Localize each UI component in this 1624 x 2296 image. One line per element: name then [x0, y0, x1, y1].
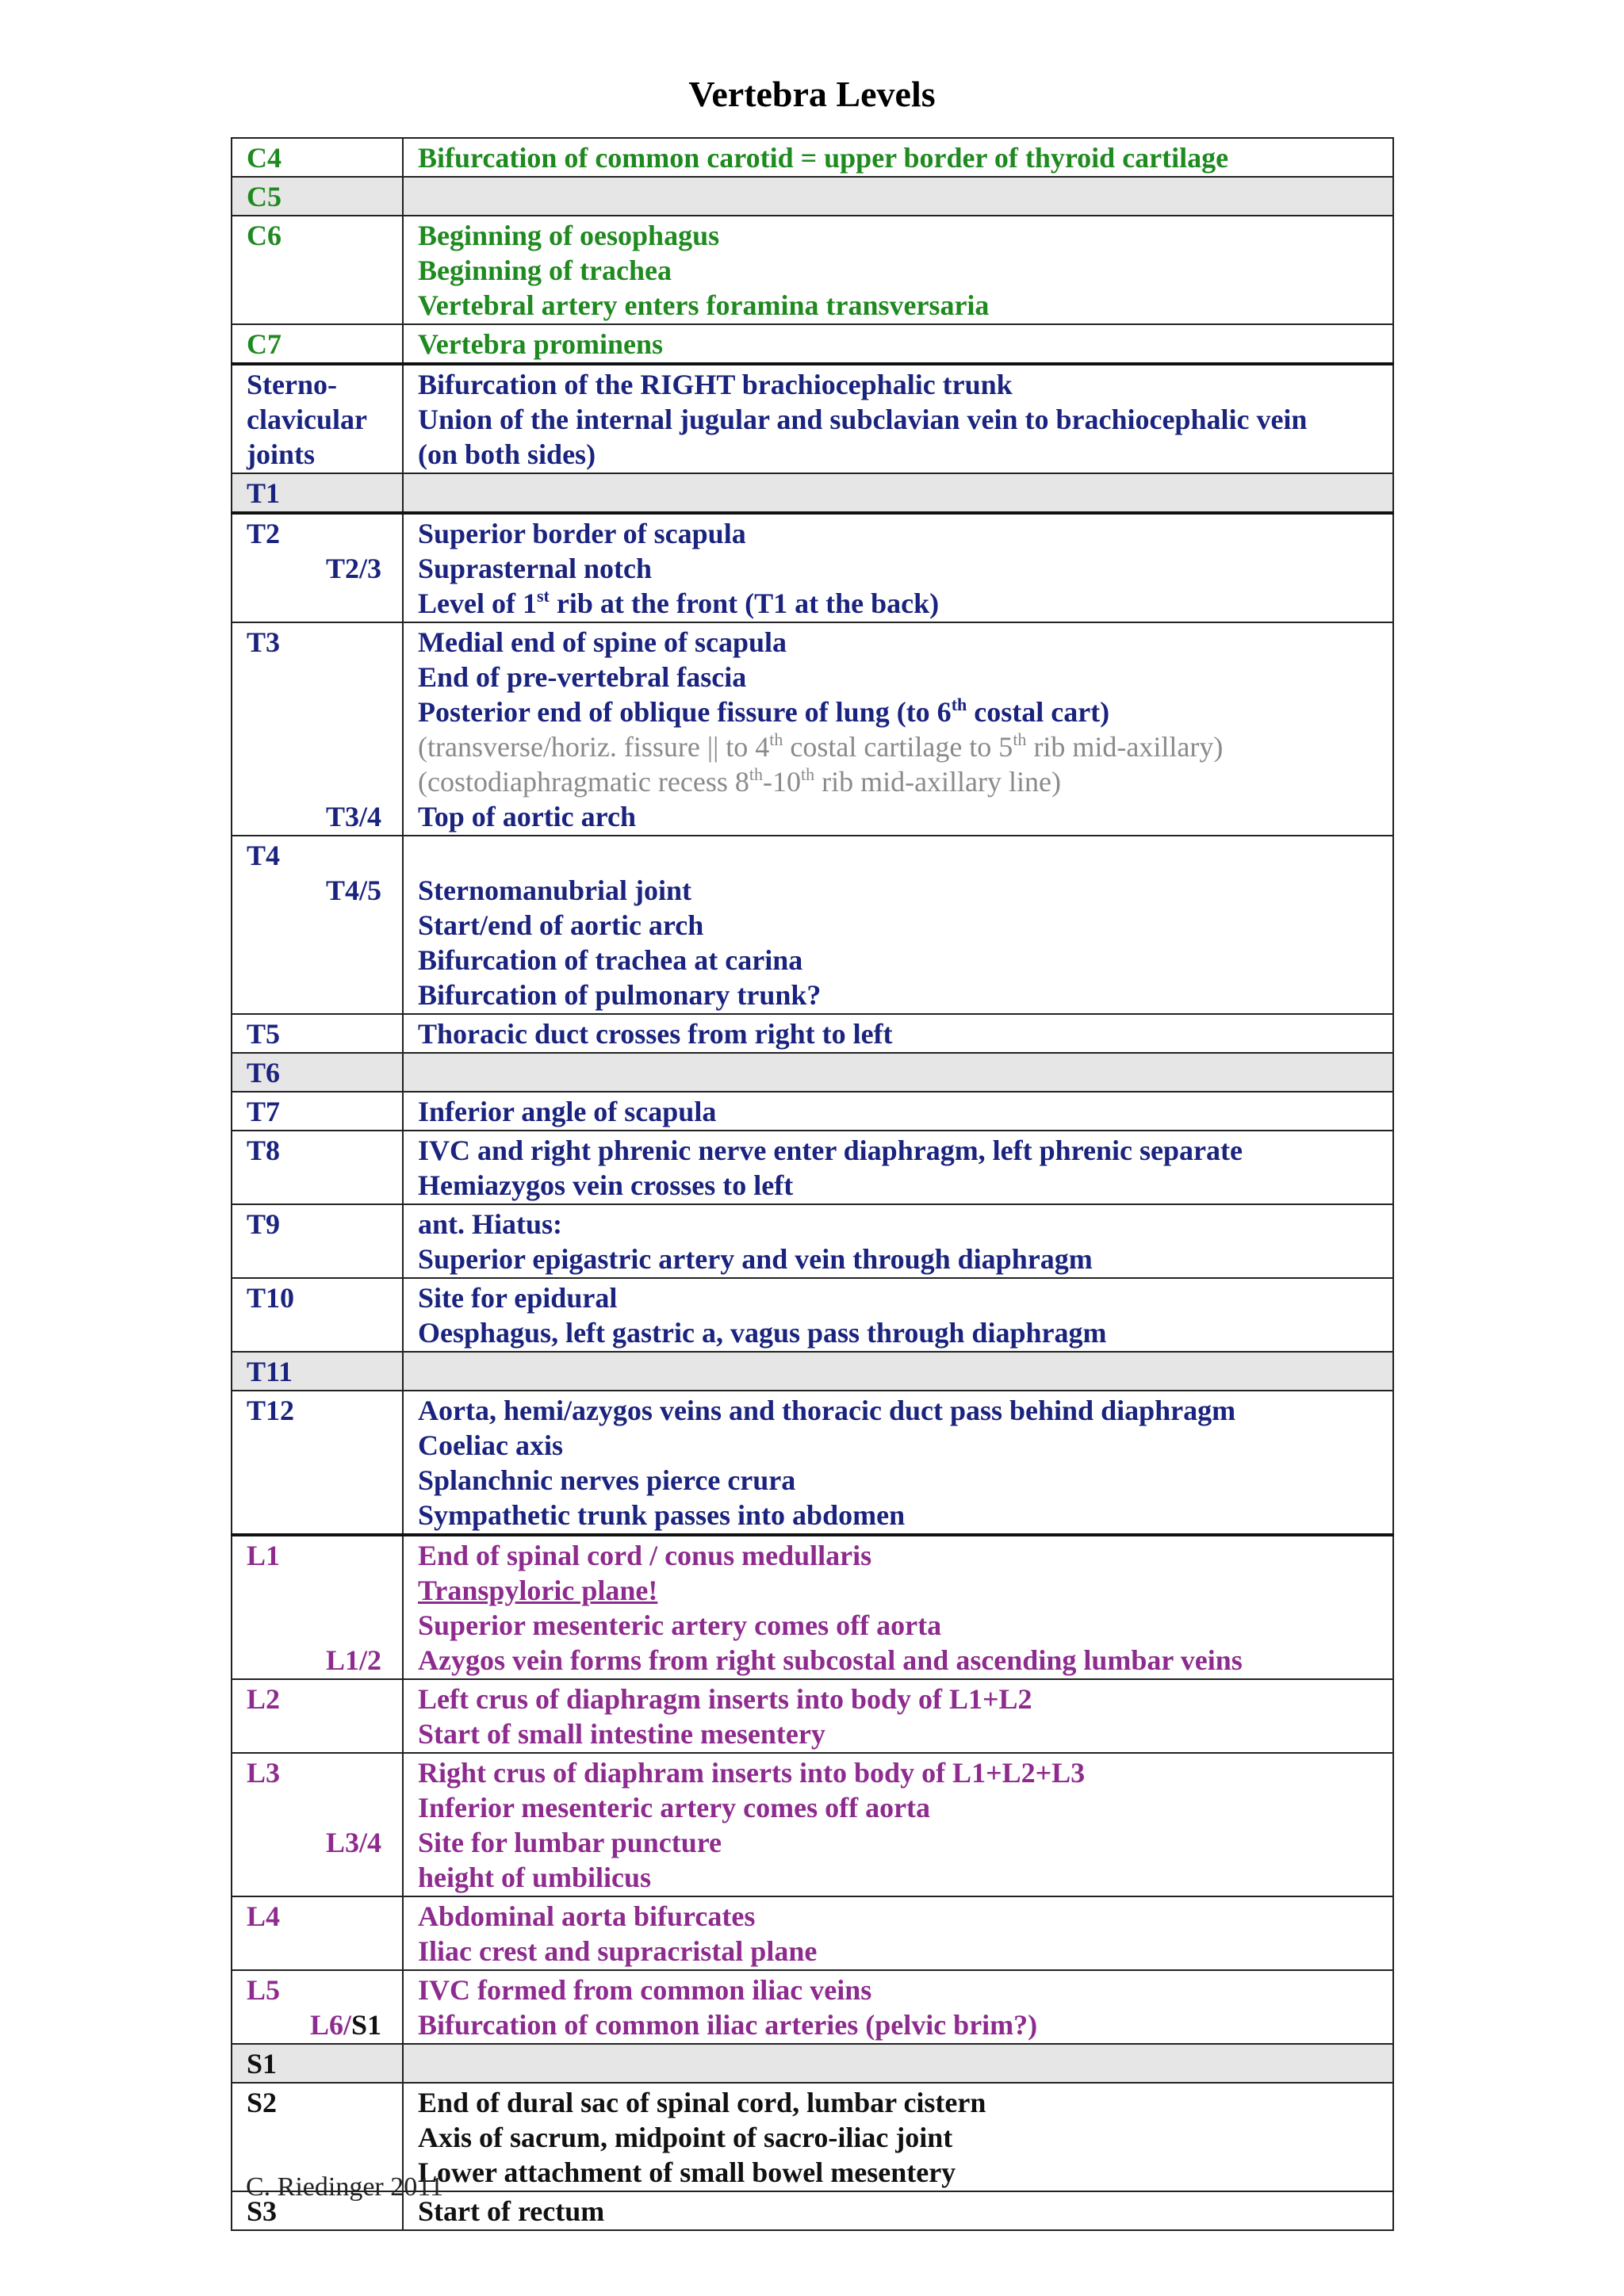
description-line: Site for lumbar puncture — [418, 1827, 722, 1858]
description-line: Splanchnic nerves pierce crura — [418, 1464, 796, 1496]
description-cell — [403, 1053, 1393, 1092]
description-cell — [403, 1131, 1393, 1204]
table-row — [232, 2044, 1393, 2083]
description-line: Inferior mesenteric artery comes off aorta — [418, 1792, 931, 1823]
level-label: L3 — [247, 1757, 281, 1789]
sublevel-label: L6/S1 — [309, 2009, 381, 2041]
level-cell — [232, 622, 403, 836]
description-line: Oesphagus, left gastric a, vagus pass through diaphragm — [418, 1317, 1107, 1349]
description-line: Abdominal aorta bifurcates — [418, 1900, 756, 1932]
description-line: Azygos vein forms from right subcostal and ascending lumbar veins — [418, 1644, 1243, 1676]
note-line: (transverse/horiz. fissure || to 4th costal cartilage to 5th rib mid-axillary) — [418, 729, 1224, 763]
level-cell: C6 — [232, 216, 403, 324]
description-line: Bifurcation of common iliac arteries (pelvic brim?) — [418, 2009, 1038, 2041]
description-line: Bifurcation of trachea at carina — [418, 944, 803, 976]
description-line: Right crus of diaphram inserts into body of L1+L2+L3 — [418, 1757, 1086, 1789]
description-line: Superior epigastric artery and vein through diaphragm — [418, 1243, 1093, 1275]
level-cell: T5 — [232, 1014, 403, 1053]
table-row — [232, 1679, 1393, 1753]
level-cell — [232, 513, 403, 622]
description-line: Bifurcation of pulmonary trunk? — [418, 979, 822, 1011]
level-cell: S2 — [232, 2083, 403, 2191]
level-cell — [232, 1970, 403, 2044]
level-cell: S1 — [232, 2044, 403, 2083]
table-row — [232, 473, 1393, 513]
description-line: Superior border of scapula — [418, 518, 746, 549]
description-line: ant. Hiatus: — [418, 1208, 563, 1240]
level-cell: L4 — [232, 1896, 403, 1970]
description-line: Left crus of diaphragm inserts into body of L1+L2 — [418, 1683, 1032, 1715]
sublevel-label: T2/3 — [325, 553, 381, 584]
level-label: T4 — [247, 840, 281, 871]
level-cell: L2 — [232, 1679, 403, 1753]
table-row — [232, 1092, 1393, 1131]
table-row — [232, 836, 1393, 1014]
level-label: Sterno- — [247, 369, 337, 400]
description-line: Bifurcation of common carotid = upper border of thyroid cartilage — [418, 142, 1229, 174]
description-line: Start/end of aortic arch — [418, 909, 704, 941]
description-line: Top of aortic arch — [418, 801, 636, 832]
description-cell — [403, 473, 1393, 513]
description-line: Medial end of spine of scapula — [418, 626, 787, 658]
sublevel-label: T3/4 — [325, 801, 381, 832]
description-cell — [403, 2083, 1393, 2191]
level-cell: S3 — [232, 2191, 403, 2230]
description-line: Level of 1st rib at the front (T1 at the back) — [418, 586, 940, 619]
level-cell: T9 — [232, 1204, 403, 1278]
description-cell — [403, 1352, 1393, 1391]
description-line: Aorta, hemi/azygos veins and thoracic duct pass behind diaphragm — [418, 1395, 1236, 1426]
level-cell: C5 — [232, 177, 403, 216]
description-cell — [403, 364, 1393, 473]
description-line: Axis of sacrum, midpoint of sacro-iliac joint — [418, 2122, 953, 2153]
table-row — [232, 1053, 1393, 1092]
level-label: clavicular — [247, 404, 367, 435]
level-cell: T8 — [232, 1131, 403, 1204]
sublevel-label: L3/4 — [325, 1827, 381, 1858]
table-row — [232, 1970, 1393, 2044]
table-row — [232, 216, 1393, 324]
level-cell: T7 — [232, 1092, 403, 1131]
description-line: Posterior end of oblique fissure of lung (to 6th costal cart) — [418, 695, 1110, 728]
description-line: Vertebra prominens — [418, 328, 663, 360]
description-line: Union of the internal jugular and subclavian vein to brachiocephalic vein — [418, 404, 1308, 435]
level-cell: T6 — [232, 1053, 403, 1092]
description-line: IVC formed from common iliac veins — [418, 1974, 872, 2006]
description-cell — [403, 1014, 1393, 1053]
level-cell: T11 — [232, 1352, 403, 1391]
description-line: IVC and right phrenic nerve enter diaphragm, left phrenic separate — [418, 1135, 1243, 1166]
description-cell — [403, 1679, 1393, 1753]
level-cell: T1 — [232, 473, 403, 513]
description-line: Inferior angle of scapula — [418, 1096, 717, 1127]
level-cell: C4 — [232, 138, 403, 177]
table-row — [232, 1131, 1393, 1204]
description-cell — [403, 324, 1393, 364]
description-line: Site for epidural — [418, 1282, 618, 1314]
table-row — [232, 1204, 1393, 1278]
description-cell — [403, 2191, 1393, 2230]
description-line: Suprasternal notch — [418, 553, 653, 584]
level-cell: T12 — [232, 1391, 403, 1535]
page-title: Vertebra Levels — [688, 74, 936, 114]
level-cell — [232, 836, 403, 1014]
description-cell — [403, 622, 1393, 836]
sublevel-label: T4/5 — [325, 874, 381, 906]
description-line: Lower attachment of small bowel mesentery — [418, 2156, 956, 2188]
table-row — [232, 324, 1393, 364]
vertebra-levels-table — [231, 137, 1394, 2231]
level-label: joints — [247, 438, 316, 470]
description-line: Vertebral artery enters foramina transversaria — [418, 289, 990, 321]
level-cell: T10 — [232, 1278, 403, 1352]
table-row — [232, 138, 1393, 177]
description-line: Coeliac axis — [418, 1429, 563, 1461]
description-line: End of dural sac of spinal cord, lumbar cistern — [418, 2087, 986, 2118]
description-cell — [403, 1753, 1393, 1896]
level-label: T2 — [247, 518, 281, 549]
description-cell — [403, 1896, 1393, 1970]
description-line: Start of small intestine mesentery — [418, 1718, 825, 1750]
description-line: Iliac crest and supracristal plane — [418, 1935, 818, 1967]
description-cell — [403, 1535, 1393, 1679]
table-row — [232, 1391, 1393, 1535]
description-line: Hemiazygos vein crosses to left — [418, 1169, 794, 1201]
description-line: Transpyloric plane! — [418, 1575, 658, 1606]
description-line: Beginning of trachea — [418, 254, 672, 286]
description-cell — [403, 2044, 1393, 2083]
description-cell — [403, 1278, 1393, 1352]
description-cell — [403, 177, 1393, 216]
table-row — [232, 1352, 1393, 1391]
level-cell — [232, 364, 403, 473]
note-line: (costodiaphragmatic recess 8th-10th rib mid-axillary line) — [418, 764, 1061, 798]
description-line: (on both sides) — [418, 438, 596, 470]
description-cell — [403, 1092, 1393, 1131]
description-cell — [403, 836, 1393, 1014]
description-line: Sympathetic trunk passes into abdomen — [418, 1499, 906, 1531]
level-label: T3 — [247, 626, 281, 658]
table-row — [232, 1535, 1393, 1679]
description-cell — [403, 1204, 1393, 1278]
description-line: Bifurcation of the RIGHT brachiocephalic trunk — [418, 369, 1013, 400]
level-cell: C7 — [232, 324, 403, 364]
table-row — [232, 177, 1393, 216]
table-row — [232, 1753, 1393, 1896]
description-line: height of umbilicus — [418, 1862, 652, 1893]
table-row — [232, 1014, 1393, 1053]
description-cell — [403, 1970, 1393, 2044]
sublevel-label: L1/2 — [325, 1644, 381, 1676]
table-row — [232, 1896, 1393, 1970]
description-line: Start of rectum — [418, 2195, 605, 2227]
level-label: L5 — [247, 1974, 281, 2006]
description-line: Beginning of oesophagus — [418, 220, 720, 251]
description-line: End of pre-vertebral fascia — [418, 661, 747, 693]
level-label: L1 — [247, 1540, 281, 1571]
description-line: Superior mesenteric artery comes off aorta — [418, 1609, 942, 1641]
description-line: Sternomanubrial joint — [418, 874, 692, 906]
table-row — [232, 364, 1393, 473]
description-cell — [403, 1391, 1393, 1535]
description-line: End of spinal cord / conus medullaris — [418, 1540, 872, 1571]
table-row — [232, 513, 1393, 622]
description-cell — [403, 138, 1393, 177]
description-cell — [403, 513, 1393, 622]
table-row — [232, 1278, 1393, 1352]
description-line: Thoracic duct crosses from right to left — [418, 1018, 893, 1050]
author-footer: C. Riedinger 2011 — [246, 2172, 443, 2202]
description-cell — [403, 216, 1393, 324]
level-cell — [232, 1753, 403, 1896]
level-cell — [232, 1535, 403, 1679]
table-row — [232, 622, 1393, 836]
